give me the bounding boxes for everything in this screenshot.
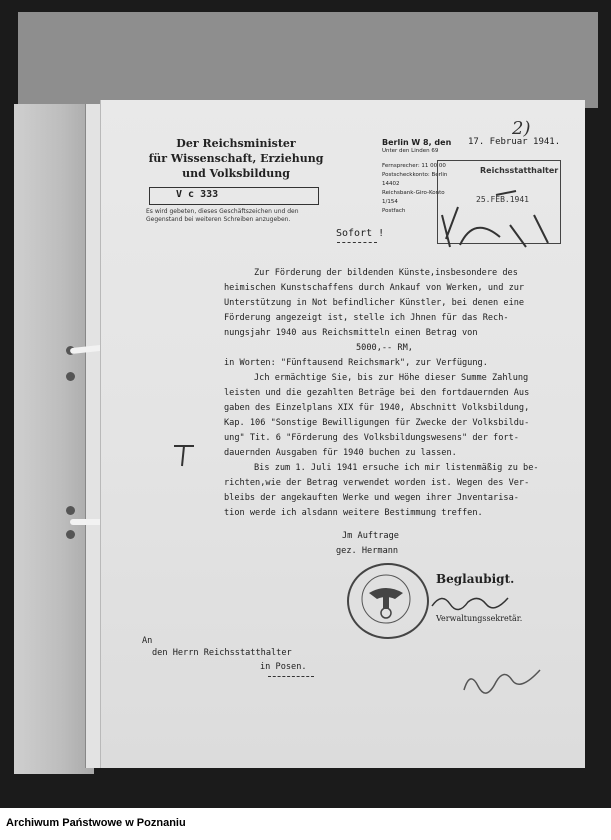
body-line: heimischen Kunstschaffens durch Ankauf von Werken, und zur [224,283,525,293]
address-postcheck: Postscheckkonto: Berlin 14402 [382,172,448,187]
signature-line: Jm Auftrage [342,531,399,541]
body-line: Förderung angezeigt ist, stelle ich Jhnen für das Rech- [224,313,509,323]
handwritten-mark: 2) [512,118,531,139]
heading-underline [337,242,377,243]
receipt-stamp-date: 25.FEB.1941 [476,195,529,204]
pen-stroke [464,670,540,693]
binding-hole [66,372,75,381]
handwritten-mark-t [170,440,200,470]
address-street: Unter den Linden 69 [382,148,439,154]
body-line: in Worten: "Fünftausend Reichsmark", zur Verfügung. [224,358,488,368]
binding-hole [66,506,75,515]
receipt-stamp-org: Reichsstatthalter [480,166,559,175]
body-line: Jch ermächtige Sie, bis zur Höhe dieser Summe Zahlung [254,373,529,383]
letter-date: 17. Februar 1941. [468,137,561,147]
body-line: nungsjahr 1940 aus Reichsmitteln einen Betrag von [224,328,478,338]
recipient-line: den Herrn Reichsstatthalter [152,648,292,658]
body-line: leisten und die gezahlten Beträge bei den fortdauernden Aus [224,388,530,398]
heading: Sofort ! [336,228,385,239]
recipient-an: An [142,636,153,646]
recipient-underline [268,676,314,677]
handwritten-note [460,660,550,700]
pen-stroke [174,446,194,466]
body-line: bleibs der angekauften Werke und wegen ihrer Jnventarisa- [224,493,519,503]
background-paper [18,12,598,108]
body-line: Zur Förderung der bildenden Künste,insbesondere des [254,268,518,278]
letterhead-line: für Wissenschaft, Erziehung [148,152,324,165]
body-line: ung" Tit. 6 "Förderung des Volksbildungswesens" der fort- [224,433,519,443]
body-line: Bis zum 1. Juli 1941 ersuche ich mir listenmäßig zu be- [254,463,539,473]
body-line: tion werde ich alsdann weitere Bestimmung treffen. [224,508,483,518]
official-seal [347,563,429,639]
address-pkw: Postfach [382,208,406,214]
archive-footer [0,808,611,840]
reference-note [146,208,326,224]
body-line: gaben des Einzelplans XIX für 1940, Abschnitt Volksbildung, [224,403,530,413]
reference-note-line: Gegenstand bei weiteren Schreiben anzugeben. [146,216,291,223]
reference-note-line: Es wird gebeten, dieses Geschäftszeichen und den [146,208,299,215]
binding-hole [66,530,75,539]
certified-label: Beglaubigt. [436,572,515,586]
pen-stroke [442,191,548,247]
handwritten-annotations [430,185,570,265]
body-line-amount: 5000,-- RM, [356,343,413,353]
eagle-seal-icon [349,565,423,633]
archive-caption: Archiwum Państwowe w Poznaniu [6,817,186,829]
letterhead-line: Der Reichsminister [176,137,296,150]
reference-number: V c 333 [176,189,219,200]
address-city: Berlin W 8, den [382,138,452,147]
body-line: dauernden Ausgaben für 1940 buchen zu lassen. [224,448,457,458]
letterhead [146,136,326,181]
body-line: richten,wie der Betrag verwendet worden ist. Wegen des Ver- [224,478,530,488]
certified-title: Verwaltungssekretär. [436,614,523,623]
signature-line: gez. Hermann [336,546,399,556]
address-phone: Fernsprecher: 11 00 00 [382,163,446,169]
pen-stroke [432,598,508,610]
recipient-line: in Posen. [260,662,307,672]
folder-cover [14,104,94,774]
body-line: Kap. 106 "Sonstige Bewilligungen für Zwecke der Volksbildu- [224,418,530,428]
handwritten-signature [428,590,518,612]
letterhead-line: und Volksbildung [182,167,290,180]
address-giro: Reichsbank-Giro-Konto 1/154 [382,190,445,205]
body-line: Unterstützung in Not befindlicher Künstler, bei denen eine [224,298,525,308]
reference-box [149,187,319,205]
